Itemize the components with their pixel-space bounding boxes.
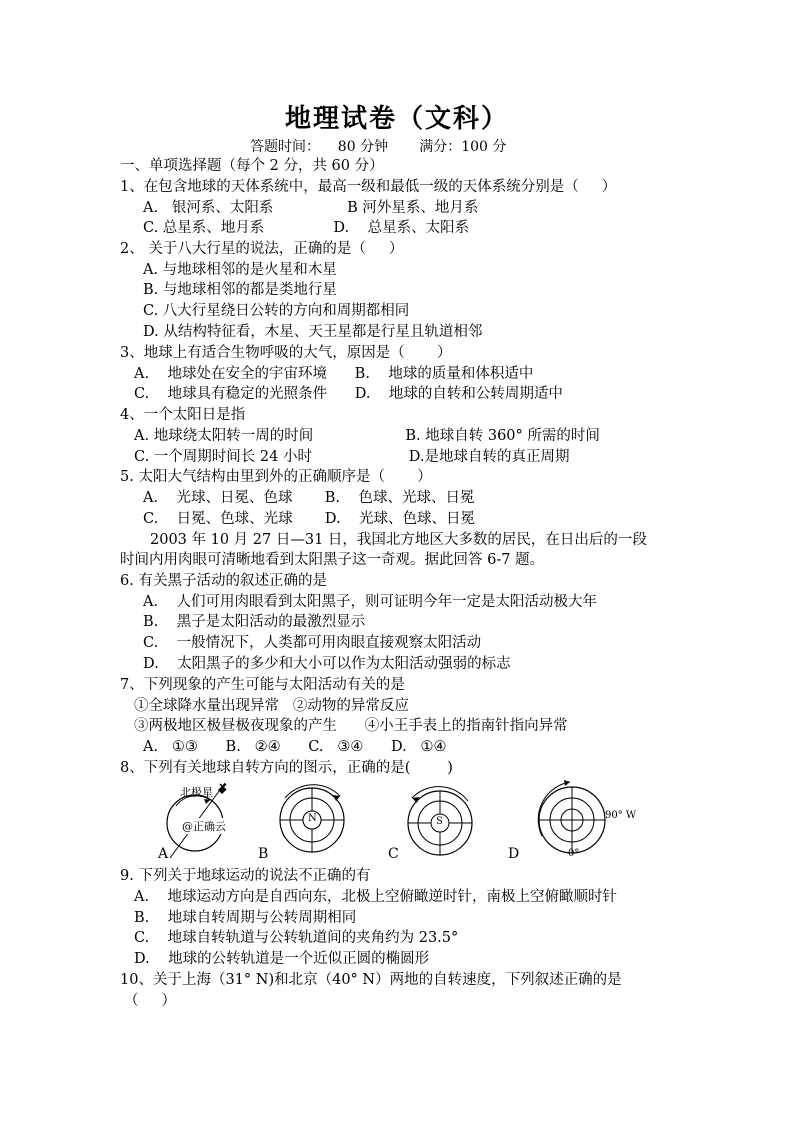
polaris-label: 北极星 [180,786,213,799]
question-9: 9. 下列关于地球运动的说法不正确的有 [120,868,371,884]
q7-items-12: ①全球降水量出现异常 ②动物的异常反应 [134,698,409,714]
q2-option-a: A. 与地球相邻的是火星和木星 [143,262,337,278]
question-7: 7、下列现象的产生可能与太阳活动有关的是 [120,677,405,693]
q2-option-d: D. 从结构特征看，木星、天王星都是行星且轨道相邻 [143,324,483,340]
page-title: 地理试卷（文科） [284,104,509,134]
q9-option-d: D. 地球的公转轨道是一个近似正圆的椭圆形 [134,951,430,967]
question-4: 4、一个太阳日是指 [120,407,246,423]
exam-info: 答题时间： 80 分钟 满分：100 分 [250,139,507,155]
q9-option-b: B. 地球自转周期与公转周期相同 [134,910,357,926]
passage-line-1: 2003 年 10 月 27 日—31 日，我国北方地区大多数的居民，在日出后的一段 [150,532,647,548]
q6-option-c: C. 一般情况下，人类都可用肉眼直接观察太阳活动 [143,635,482,651]
q3-options-ab: A. 地球处在安全的宇宙环境 B. 地球的质量和体积适中 [134,366,534,382]
point-label: @正确云 [182,820,226,833]
q5-options-cd: C. 日冕、色球、光球 D. 光球、色球、日冕 [143,511,476,527]
question-1: 1、在包含地球的天体系统中，最高一级和最低一级的天体系统分别是（ ） [120,179,617,195]
q6-option-d: D. 太阳黑子的多少和大小可以作为太阳活动强弱的标志 [143,656,511,672]
option-c-label: C [388,846,399,862]
q3-options-cd: C. 地球具有稳定的光照条件 D. 地球的自转和公转周期适中 [134,386,563,402]
north-pole-label: N [308,813,317,824]
question-5: 5. 太阳大气结构由里到外的正确顺序是（ ） [120,469,432,485]
q9-option-c: C. 地球自转轨道与公转轨道间的夹角约为 23.5° [134,930,459,946]
q2-option-c: C. 八大行星绕日公转的方向和周期都相同 [143,303,410,319]
q10-answer-blank: （ ） [124,993,177,1009]
prime-meridian-label: 0° [568,848,580,859]
q9-option-a: A. 地球运动方向是自西向东，北极上空俯瞰逆时针，南极上空俯瞰顺时针 [134,889,618,905]
earth-rotation-figure [150,778,650,868]
option-d-label: D [508,846,520,862]
q4-options-ab: A. 地球绕太阳转一周的时间 B. 地球自转 360° 所需的时间 [134,428,600,444]
question-3: 3、地球上有适合生物呼吸的大气，原因是（ ） [120,345,452,361]
question-10: 10、关于上海（31° N)和北京（40° N）两地的自转速度，下列叙述正确的是 [120,972,622,988]
q4-options-cd: C. 一个周期时间长 24 小时 D.是地球自转的真正周期 [134,449,570,465]
passage-line-2: 时间内用肉眼可清晰地看到太阳黑子这一奇观。据此回答 6-7 题。 [120,552,545,568]
question-8: 8、下列有关地球自转方向的图示，正确的是( ) [120,760,453,776]
q7-items-34: ③两极地区极昼极夜现象的产生 ④小王手表上的指南针指向异常 [134,718,568,734]
south-pole-label: S [436,816,443,827]
question-6: 6. 有关黑子活动的叙述正确的是 [120,573,327,589]
q1-options-ab: A. 银河系、太阳系 B 河外星系、地月系 [143,200,479,216]
option-b-label: B [258,846,269,862]
panel-d-drawing [538,780,605,853]
q5-options-ab: A. 光球、日冕、色球 B. 色球、光球、日冕 [143,490,475,506]
section-heading: 一、单项选择题（每个 2 分，共 60 分） [120,158,384,174]
q1-options-cd: C. 总星系、地月系 D. 总星系、太阳系 [143,220,470,236]
q2-option-b: B. 与地球相邻的都是类地行星 [143,282,337,298]
q7-options: A. ①③ B. ②④ C. ③④ D. ①④ [143,739,447,755]
option-a-label: A [158,846,169,862]
longitude-label: 90° W [605,810,637,821]
q6-option-a: A. 人们可用肉眼看到太阳黑子，则可证明今年一定是太阳活动极大年 [143,594,598,610]
question-2: 2、 关于八大行星的说法，正确的是（ ） [120,241,404,257]
q6-option-b: B. 黑子是太阳活动的最激烈显示 [143,614,366,630]
